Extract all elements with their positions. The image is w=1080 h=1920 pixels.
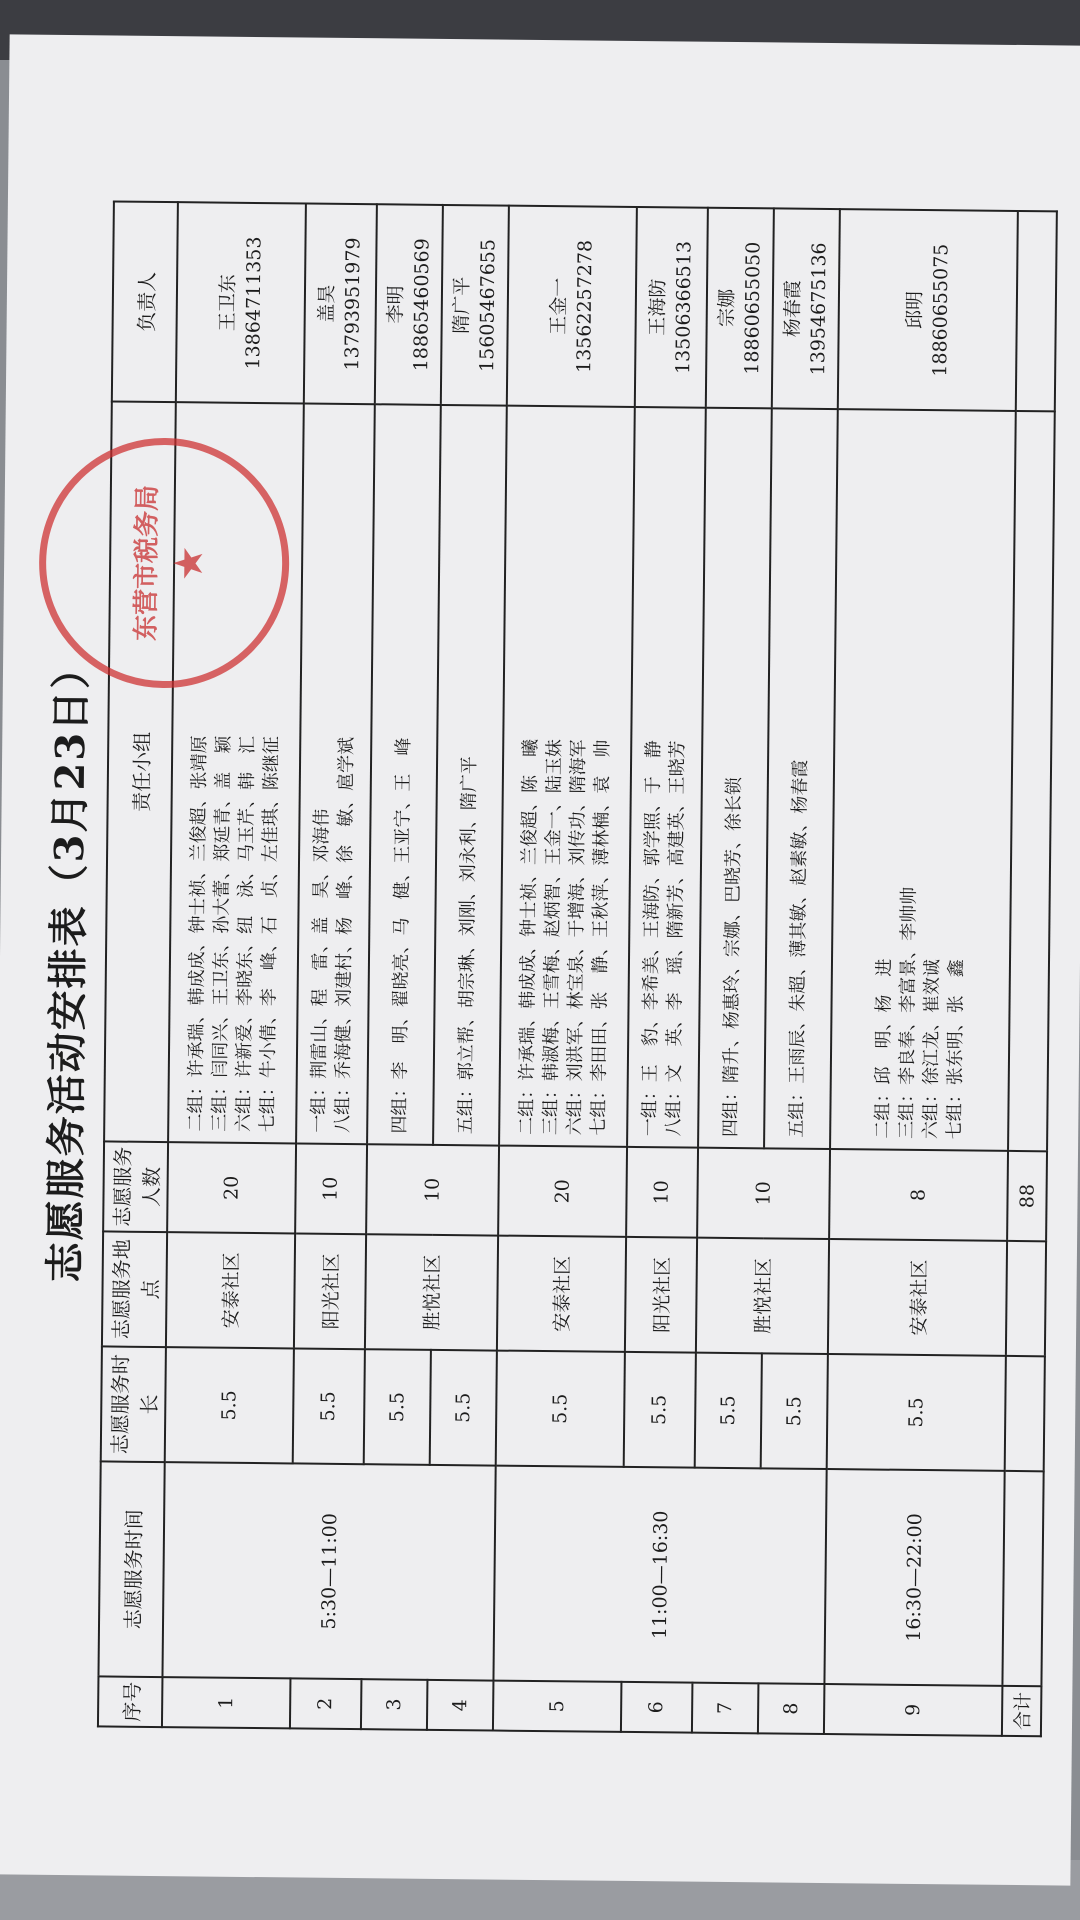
total-empty-cell <box>1003 1471 1044 1686</box>
group-line: 二组：许承瑞、韩成成、钟士祯、兰俊超、张靖原 <box>185 735 211 1132</box>
time-slot: 5:30—11:00 <box>162 1462 495 1680</box>
leader-phone: 13506366513 <box>672 240 696 375</box>
total-empty-cell <box>1005 1356 1045 1471</box>
row-leader <box>705 208 773 409</box>
row-duration: 5.5 <box>761 1353 828 1469</box>
row-no: 6 <box>621 1682 692 1733</box>
table-row <box>493 206 637 1732</box>
row-count: 10 <box>295 1143 367 1234</box>
row-place: 阳光社区 <box>625 1237 697 1353</box>
group-line: 八组：乔海健、刘建村、杨 峰、徐 敏、扈学斌 <box>332 736 358 1134</box>
total-empty-cell <box>1006 1241 1046 1356</box>
leader-name: 杨春霞 <box>781 279 805 338</box>
row-leader <box>838 209 1018 411</box>
document-title: 志愿服务活动安排表（3月23日） <box>41 646 96 1283</box>
stamp-text: 东营市税务局 <box>131 484 163 642</box>
rotated-document <box>27 202 1063 1738</box>
row-groups <box>499 406 635 1147</box>
header-groups: 责任小组 <box>104 401 176 1142</box>
row-no: 5 <box>493 1681 621 1732</box>
row-no: 2 <box>290 1678 361 1729</box>
group-line: 四组：李 明、翟晓亮、马 健、王亚宁、王 峰 <box>388 737 415 1134</box>
header-time: 志愿服务时间 <box>98 1461 164 1677</box>
leader-phone: 15605467655 <box>476 238 500 373</box>
leader-phone: 13793951979 <box>341 237 365 371</box>
row-no: 8 <box>758 1683 825 1734</box>
row-place: 阳光社区 <box>294 1233 366 1349</box>
leader-name: 王金一 <box>547 277 571 335</box>
row-duration: 5.5 <box>827 1354 1006 1471</box>
row-place: 安泰社区 <box>828 1239 1007 1356</box>
group-line: 六组：刘洪军、林宝泉、于增海、刘传功、隋海军 <box>564 739 590 1136</box>
leader-phone: 18860655075 <box>929 243 953 377</box>
group-line: 三组：闫同兴、王卫东、孙大蕾、郑延青、盖 颖 <box>209 735 235 1132</box>
group-line: 七组：李田田、张 静、王秋萍、薄林楠、袁 帅 <box>588 739 614 1136</box>
row-leader <box>304 204 377 405</box>
time-slot: 11:00—16:30 <box>493 1466 826 1684</box>
leader-name: 王卫东 <box>216 274 240 332</box>
row-groups <box>296 403 375 1144</box>
row-count: 20 <box>498 1146 627 1237</box>
row-groups <box>698 408 772 1149</box>
row-no: 9 <box>824 1684 1003 1736</box>
row-duration: 5.5 <box>165 1347 294 1463</box>
row-place: 安泰社区 <box>497 1236 626 1352</box>
row-leader <box>772 208 840 409</box>
group-line: 一组：王 豹、李希美、王海防、郭学照、于 静 <box>639 740 665 1137</box>
total-empty-cell <box>1016 211 1057 411</box>
schedule-table <box>97 200 1058 1737</box>
table-row <box>824 209 1018 1736</box>
group-line: 三组：韩淑梅、王雪梅、赵炳智、王金一、陆玉妹 <box>540 739 566 1136</box>
leader-name: 李明 <box>384 285 407 324</box>
group-line: 八组：文 英、李 瑶、隋新芳、高建英、王晓芳 <box>663 740 689 1137</box>
group-line: 一组：荆雷山、程 雷、盖 昊、邓海伟 <box>308 808 333 1133</box>
group-line: 六组：徐江龙、崔效诚 <box>920 959 944 1140</box>
total-label: 合计 <box>1002 1686 1041 1736</box>
row-groups <box>764 408 838 1149</box>
group-line: 三组：李良奉、李富景、李帅帅 <box>896 886 920 1139</box>
leader-name: 隋广平 <box>450 276 474 334</box>
row-count: 10 <box>366 1144 499 1235</box>
row-no: 1 <box>162 1677 290 1728</box>
row-duration: 5.5 <box>624 1352 696 1468</box>
header-place: 志愿服务地点 <box>102 1231 167 1347</box>
group-line: 四组：隋升、杨惠玲、宗娜、巴晓芳、徐长锁 <box>719 776 745 1138</box>
row-count: 10 <box>697 1148 830 1239</box>
row-leader <box>507 206 637 407</box>
leader-name: 邱明 <box>903 290 927 330</box>
paper-sheet <box>0 34 1080 1885</box>
table-row <box>162 202 306 1728</box>
row-duration: 5.5 <box>496 1351 625 1467</box>
leader-phone: 18865460569 <box>409 238 434 372</box>
leader-phone: 13864711353 <box>242 236 266 370</box>
row-duration: 5.5 <box>293 1348 365 1464</box>
row-place: 胜悦社区 <box>696 1238 830 1354</box>
row-place: 胜悦社区 <box>365 1234 499 1350</box>
stamp-star-icon: ★ <box>165 545 213 582</box>
leader-phone: 13562257278 <box>573 239 597 374</box>
leader-name: 宗娜 <box>715 288 738 328</box>
row-duration: 5.5 <box>430 1350 497 1466</box>
leader-phone: 18860655050 <box>740 241 765 375</box>
row-leader <box>441 205 509 406</box>
row-duration: 5.5 <box>363 1349 430 1465</box>
group-line: 五组：王雨辰、朱超、薄其敏、赵素敏、杨春霞 <box>786 759 812 1138</box>
header-count: 志愿服务人数 <box>103 1141 168 1232</box>
row-place: 安泰社区 <box>166 1232 295 1348</box>
group-line: 五组：郭立帮、胡宗琳、刘刚、刘永利、隋广平 <box>455 756 481 1135</box>
group-line: 二组：许承瑞、韩成成、钟士祯、兰俊超、陈 曦 <box>516 738 542 1135</box>
group-line: 二组：邱 明、杨 进 <box>872 958 896 1139</box>
group-line: 六组：许新爱、李晓东、纽 泳、马玉芹、韩 汇 <box>233 735 259 1133</box>
leader-phone: 13954675136 <box>807 242 831 376</box>
header-leader: 负责人 <box>112 201 178 402</box>
leader-name: 盖昊 <box>315 284 339 323</box>
row-count: 20 <box>167 1142 296 1233</box>
row-groups <box>367 404 441 1145</box>
row-no: 7 <box>692 1683 759 1734</box>
total-empty-cell <box>1008 411 1055 1151</box>
row-groups <box>627 407 706 1148</box>
row-groups <box>830 409 1016 1151</box>
row-no: 4 <box>427 1680 494 1731</box>
time-slot: 16:30—22:00 <box>824 1469 1004 1686</box>
row-count: 8 <box>829 1149 1008 1241</box>
row-no: 3 <box>361 1679 428 1730</box>
row-count: 10 <box>626 1147 698 1238</box>
group-line: 七组：张东明、张 鑫 <box>944 959 968 1140</box>
header-no: 序号 <box>98 1676 163 1727</box>
row-leader <box>635 207 708 408</box>
group-line: 七组：牛小倩、李 峰、石 贞、左佳琪、陈继征 <box>257 736 283 1133</box>
leader-name: 王海防 <box>646 278 670 336</box>
row-duration: 5.5 <box>694 1353 761 1469</box>
total-count: 88 <box>1007 1151 1047 1241</box>
header-duration: 志愿服务时长 <box>101 1346 166 1462</box>
row-groups <box>433 405 507 1146</box>
row-leader <box>176 202 306 403</box>
row-leader <box>374 204 442 405</box>
